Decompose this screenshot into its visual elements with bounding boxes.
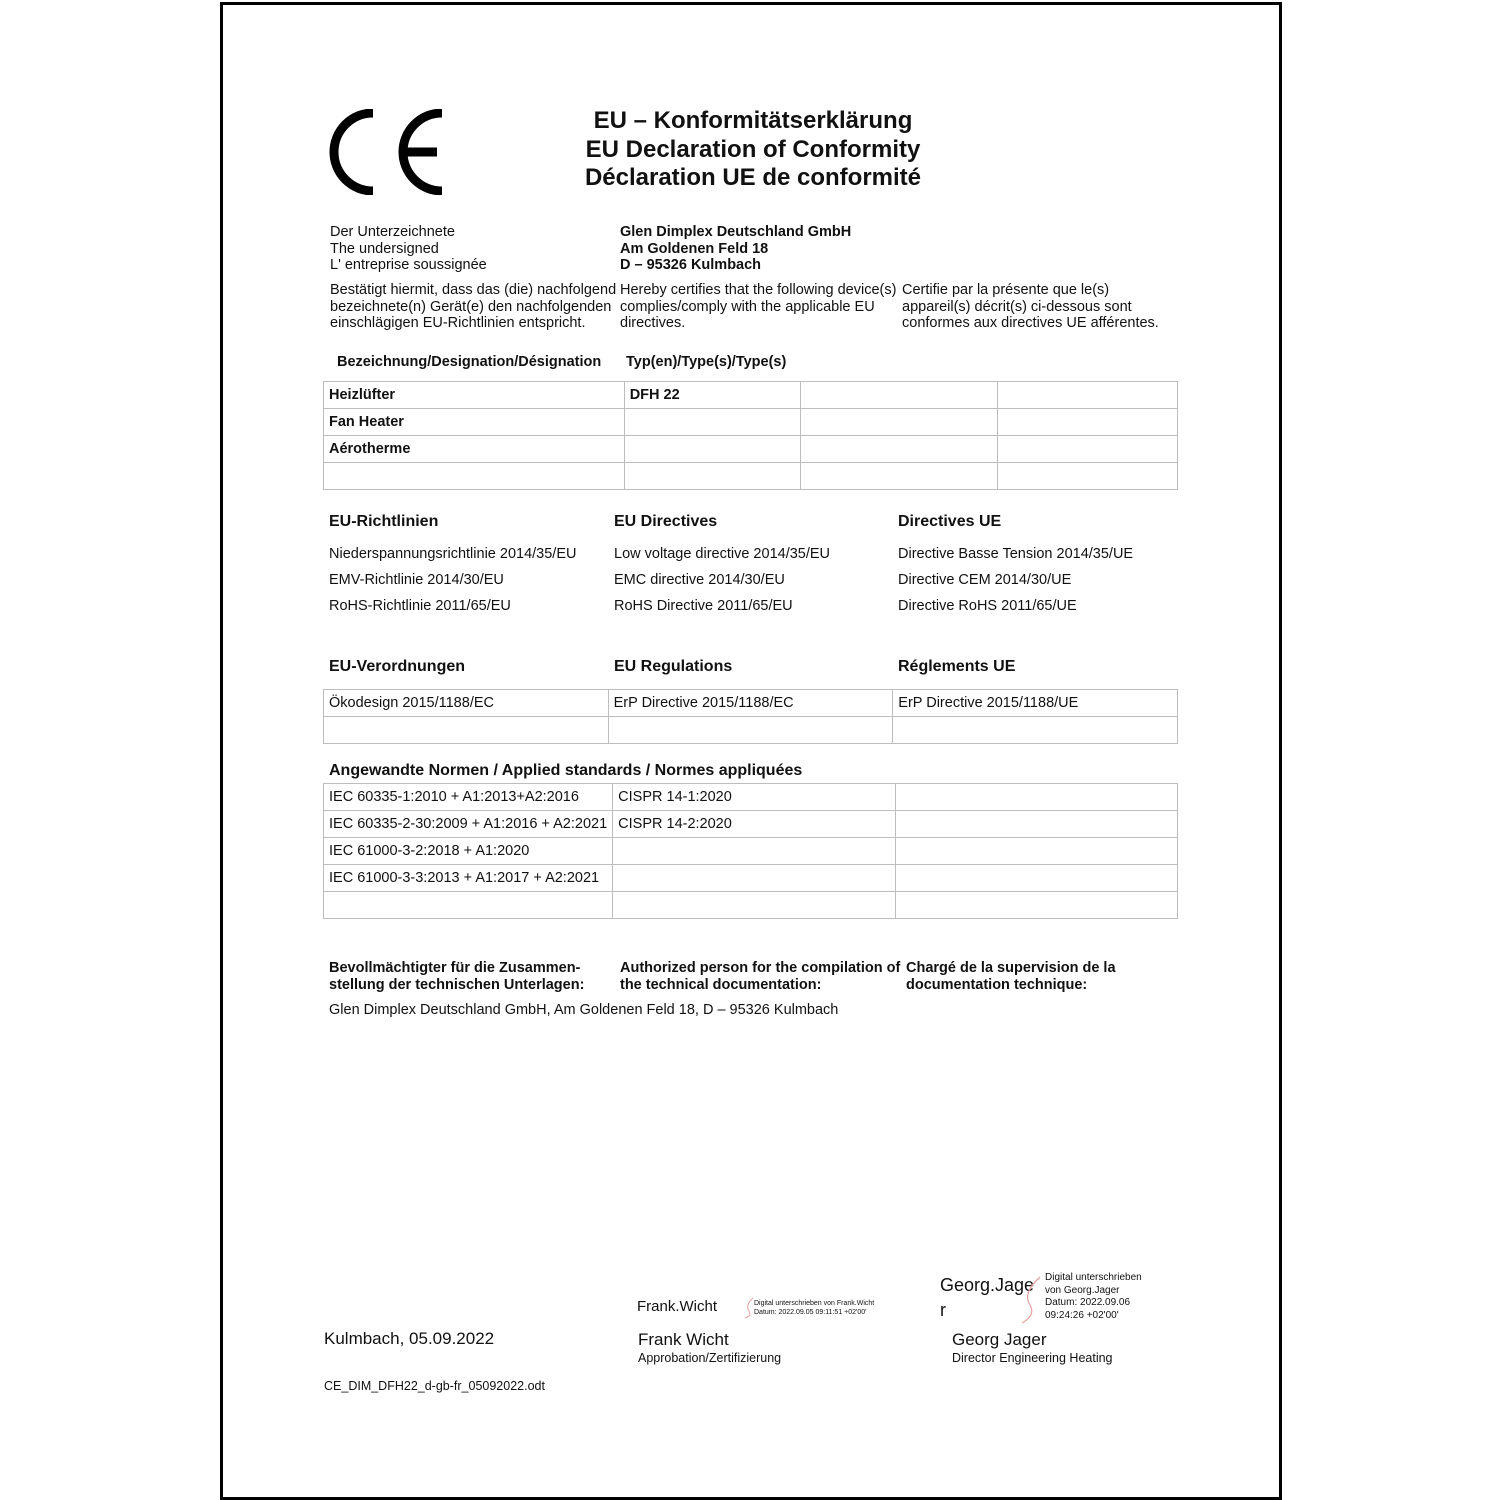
authorized-fr — [906, 960, 1116, 993]
signature-mark-icon — [1018, 1275, 1044, 1325]
directive-item: RoHS Directive 2011/65/EU — [614, 598, 793, 614]
standard-cell: CISPR 14-1:2020 — [613, 784, 896, 811]
declaration-page — [220, 2, 1282, 1500]
regulation-cell — [893, 717, 1178, 744]
table-row — [324, 784, 1178, 811]
undersigned-labels — [330, 224, 487, 274]
authorized-en-line: the technical documentation: — [620, 976, 822, 993]
directives-header-en: EU Directives — [614, 513, 718, 530]
standard-cell — [613, 892, 896, 919]
regulation-cell: Ökodesign 2015/1188/EC — [324, 690, 609, 717]
designation-cell — [324, 463, 625, 490]
type-cell: DFH 22 — [624, 382, 800, 409]
standard-cell — [896, 811, 1178, 838]
standard-cell: IEC 60335-2-30:2009 + A1:2016 + A2:2021 — [324, 811, 613, 838]
signer1-digital-stamp — [754, 1299, 874, 1317]
types-column-header: Typ(en)/Type(s)/Type(s) — [626, 354, 787, 370]
standard-cell: IEC 61000-3-3:2013 + A1:2017 + A2:2021 — [324, 865, 613, 892]
designation-cell: Aérotherme — [324, 436, 625, 463]
designation-cell: Fan Heater — [324, 409, 625, 436]
standard-cell — [324, 892, 613, 919]
standard-cell: IEC 61000-3-2:2018 + A1:2020 — [324, 838, 613, 865]
type-cell — [998, 409, 1178, 436]
certify-fr — [902, 282, 1159, 332]
company-name: Glen Dimplex Deutschland GmbH — [620, 224, 852, 240]
stamp-line: Datum: 2022.09.05 09:11:51 +02'00' — [754, 1309, 867, 1316]
certify-de-line: Bestätigt hiermit, dass das (die) nachfolgend — [330, 282, 617, 298]
directive-item: EMC directive 2014/30/EU — [614, 572, 785, 588]
certify-fr-line: conformes aux directives UE afférentes. — [902, 315, 1159, 331]
standard-cell — [613, 838, 896, 865]
stamp-line: von Georg.Jager — [1045, 1284, 1120, 1296]
stamp-line: Datum: 2022.09.06 — [1045, 1297, 1131, 1308]
standard-cell — [613, 865, 896, 892]
place-date: Kulmbach, 05.09.2022 — [324, 1329, 495, 1348]
label-fr: L' entreprise soussignée — [330, 257, 487, 273]
ce-mark-logo — [329, 109, 447, 195]
certify-de-line: bezeichnete(n) Gerät(e) den nachfolgenden — [330, 298, 612, 315]
table-row — [324, 463, 1178, 490]
table-row — [324, 409, 1178, 436]
company-address — [620, 224, 851, 274]
table-row — [324, 436, 1178, 463]
directives-list-fr — [898, 541, 1133, 619]
authorized-en — [620, 960, 900, 993]
directive-item: EMV-Richtlinie 2014/30/EU — [329, 572, 504, 588]
authorized-de-line: stellung der technischen Unterlagen: — [329, 976, 585, 993]
file-name: CE_DIM_DFH22_d-gb-fr_05092022.odt — [324, 1379, 545, 1393]
signer2-role: Director Engineering Heating — [952, 1351, 1113, 1365]
regulation-cell — [324, 717, 609, 744]
digital-name-line: Georg.Jage — [940, 1275, 1035, 1295]
regulation-cell — [608, 717, 893, 744]
directives-header-fr: Directives UE — [898, 513, 1002, 530]
label-en: The undersigned — [330, 240, 439, 257]
certify-en-line: Hereby certifies that the following device(s) — [620, 282, 897, 298]
authorized-address: Glen Dimplex Deutschland GmbH, Am Goldenen Feld 18, D – 95326 Kulmbach — [329, 1002, 839, 1018]
standard-cell — [896, 865, 1178, 892]
certify-en-line: complies/comply with the applicable EU — [620, 298, 875, 315]
certify-de — [330, 282, 616, 332]
table-row — [324, 892, 1178, 919]
certify-en-line: directives. — [620, 315, 686, 331]
designation-column-header: Bezeichnung/Designation/Désignation — [337, 354, 602, 370]
table-row — [324, 811, 1178, 838]
standard-cell: CISPR 14-2:2020 — [613, 811, 896, 838]
document-title — [523, 107, 983, 193]
authorized-de-line: Bevollmächtigter für die Zusammen- — [329, 960, 581, 976]
signer2-name: Georg Jager — [952, 1330, 1047, 1349]
certify-de-line: einschlägigen EU-Richtlinien entspricht. — [330, 315, 586, 331]
digital-name-line: r — [940, 1300, 946, 1320]
table-row — [324, 717, 1178, 744]
regulations-header-en: EU Regulations — [614, 658, 733, 675]
signer2-digital-stamp — [1045, 1272, 1142, 1322]
authorized-fr-line: documentation technique: — [906, 976, 1088, 993]
standard-cell — [896, 784, 1178, 811]
type-cell — [624, 463, 800, 490]
stamp-line: Digital unterschrieben von Frank.Wicht — [754, 1300, 875, 1307]
directives-list-de — [329, 541, 576, 619]
directive-item: Directive CEM 2014/30/UE — [898, 572, 1072, 588]
designation-table — [323, 381, 1178, 490]
certify-en — [620, 282, 896, 332]
type-cell — [998, 436, 1178, 463]
directive-item: Directive Basse Tension 2014/35/UE — [898, 546, 1134, 562]
title-de: EU – Konformitätserklärung — [593, 107, 913, 134]
signer1-digital-name: Frank.Wicht — [637, 1298, 718, 1315]
title-fr: Déclaration UE de conformité — [584, 164, 922, 191]
signer1-name: Frank Wicht — [638, 1330, 729, 1349]
signer1-role: Approbation/Zertifizierung — [638, 1351, 782, 1365]
company-city: D – 95326 Kulmbach — [620, 257, 762, 273]
label-de: Der Unterzeichnete — [330, 224, 455, 240]
directive-item: Niederspannungsrichtlinie 2014/35/EU — [329, 546, 577, 562]
regulation-cell: ErP Directive 2015/1188/EC — [608, 690, 893, 717]
regulations-table — [323, 689, 1178, 744]
authorized-en-line: Authorized person for the compilation of — [620, 960, 901, 976]
standards-table — [323, 783, 1178, 919]
type-cell — [800, 463, 998, 490]
type-cell — [998, 463, 1178, 490]
directive-item: Directive RoHS 2011/65/UE — [898, 598, 1077, 614]
directive-item: RoHS-Richtlinie 2011/65/EU — [329, 598, 511, 614]
type-cell — [800, 436, 998, 463]
directive-item: Low voltage directive 2014/35/EU — [614, 546, 831, 562]
type-cell — [998, 382, 1178, 409]
regulations-header-de: EU-Verordnungen — [329, 658, 466, 675]
standard-cell — [896, 892, 1178, 919]
stamp-line: 09:24:26 +02'00' — [1045, 1309, 1119, 1321]
designation-cell: Heizlüfter — [324, 382, 625, 409]
table-row — [324, 838, 1178, 865]
stamp-line: Digital unterschrieben — [1045, 1272, 1142, 1283]
type-cell — [800, 382, 998, 409]
authorized-de — [329, 960, 584, 993]
standard-cell: IEC 60335-1:2010 + A1:2013+A2:2016 — [324, 784, 613, 811]
type-cell — [800, 409, 998, 436]
company-street: Am Goldenen Feld 18 — [620, 240, 769, 257]
directives-header-de: EU-Richtlinien — [329, 513, 439, 530]
certify-fr-line: appareil(s) décrit(s) ci-dessous sont — [902, 298, 1132, 315]
certify-fr-line: Certifie par la présente que le(s) — [902, 282, 1110, 298]
type-cell — [624, 409, 800, 436]
type-cell — [624, 436, 800, 463]
regulation-cell: ErP Directive 2015/1188/UE — [893, 690, 1178, 717]
regulations-header-fr: Réglements UE — [898, 658, 1016, 675]
standard-cell — [896, 838, 1178, 865]
title-en: EU Declaration of Conformity — [585, 135, 921, 163]
directives-list-en — [614, 541, 830, 619]
table-row — [324, 382, 1178, 409]
table-row — [324, 865, 1178, 892]
authorized-fr-line: Chargé de la supervision de la — [906, 960, 1116, 976]
standards-heading: Angewandte Normen / Applied standards / Normes appliquées — [329, 762, 803, 779]
table-row — [324, 690, 1178, 717]
